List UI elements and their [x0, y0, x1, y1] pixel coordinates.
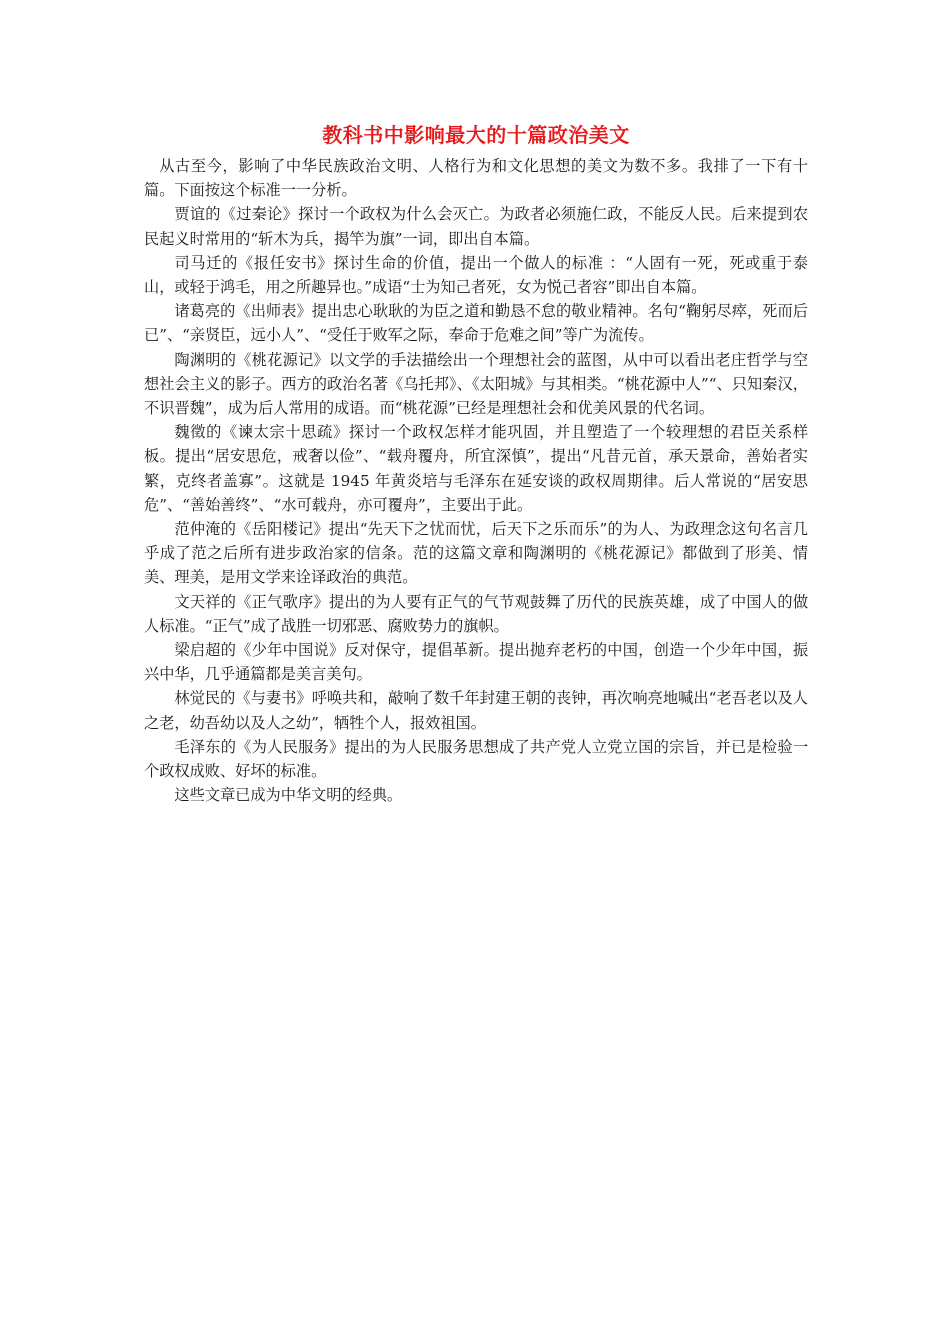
- paragraph-yue-yang-lou-ji: 范仲淹的《岳阳楼记》提出“先天下之忧而忧，后天下之乐而乐”的为人、为政理念这句名言几乎成了范之后所有进步政治家的信条。范的这篇文章和陶渊明的《桃花源记》都做到了形美、情美、理美，是用文学来诠译政治的典范。: [144, 520, 808, 587]
- paragraph-guo-qin-lun: 贾谊的《过秦论》探讨一个政权为什么会灭亡。为政者必须施仁政，不能反人民。后来提到农民起义时常用的“斩木为兵，揭竿为旗”一词，即出自本篇。: [144, 205, 808, 248]
- document-body: [144, 120, 808, 807]
- paragraph-conclusion: 这些文章已成为中华文明的经典。: [174, 786, 403, 805]
- paragraph-bao-ren-an-shu: 司马迁的《报任安书》探讨生命的价值，提出一个做人的标准 ：“人固有一死，死或重于泰山，或轻于鸿毛，用之所趣异也。”成语“士为知己者死，女为悦己者容”即出自本篇。: [144, 253, 808, 297]
- document-title: 教科书中影响最大的十篇政治美文: [322, 123, 630, 147]
- paragraph-tao-hua-yuan-ji: 陶渊明的《桃花源记》以文学的手法描绘出一个理想社会的蓝图，从中可以看出老庄哲学与空想社会主义的影子。西方的政治名著《乌托邦》、《太阳城》与其相类。“桃花源中人”“、只知秦汉，不识晋魏”，成为后人常用的成语。而“桃花源”已经是理想社会和优美风景的代名词。: [144, 350, 808, 418]
- paragraph-intro: 从古至今，影响了中华民族政治文明、人格行为和文化思想的美文为数不多。我排了一下有十篇。下面按这个标准一一分析。: [144, 157, 808, 200]
- paragraph-shao-nian-zhong-guo: 梁启超的《少年中国说》反对保守，提倡革新。提出抛弃老朽的中国，创造一个少年中国，振兴中华，几乎通篇都是美言美句。: [144, 641, 808, 684]
- paragraph-wei-ren-min-fu-wu: 毛泽东的《为人民服务》提出的为人民服务思想成了共产党人立党立国的宗旨，并已是检验一个政权成败、好坏的标准。: [144, 737, 808, 781]
- paragraph-zheng-qi-ge: 文天祥的《正气歌序》提出的为人要有正气的气节观鼓舞了历代的民族英雄，成了中国人的做人标准。“正气”成了战胜一切邪恶、腐败势力的旗帜。: [144, 592, 808, 635]
- paragraph-chu-shi-biao: 诸葛亮的《出师表》提出忠心耿耿的为臣之道和勤恳不怠的敬业精神。名句“鞠躬尽瘁，死而后已”、“亲贤臣，远小人”、“受任于败军之际，奉命于危难之间”等广为流传。: [144, 302, 808, 345]
- paragraph-jian-tai-zong: 魏徵的《谏太宗十思疏》探讨一个政权怎样才能巩固，并且塑造了一个较理想的君臣关系样板。提出“居安思危，戒奢以俭”、“载舟覆舟，所宜深慎”，提出“凡昔元首，承天景命，善始者实繁，克终者盖寡”。这就是 1945 年黄炎培与毛泽东在延安谈的政权周期律。后人常说的“居安思危”、“善始善终”、“水可载舟，亦可覆舟”，主要出于此。: [144, 423, 808, 514]
- paragraph-yu-qi-shu: 林觉民的《与妻书》呼唤共和，敲响了数千年封建王朝的丧钟，再次响亮地喊出“老吾老以及人之老，幼吾幼以及人之幼”，牺牲个人，报效祖国。: [144, 689, 808, 732]
